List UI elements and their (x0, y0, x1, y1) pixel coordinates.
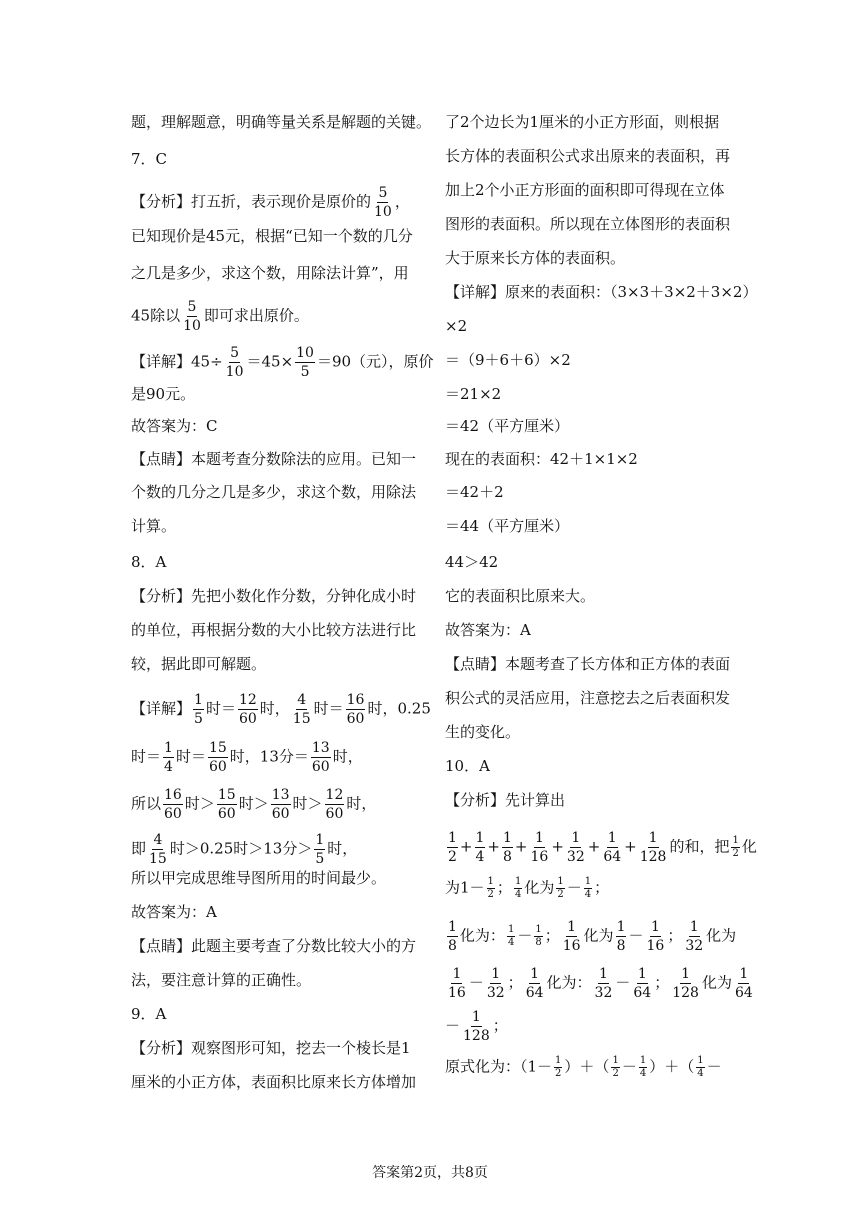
fraction: $\frac{1}{2}$ (555, 1055, 562, 1079)
fraction: $\frac{1}{4}$ (697, 1055, 704, 1079)
fraction: $\frac{16}{60}$ (164, 787, 182, 822)
fraction: $\frac{1}{5}$ (194, 692, 203, 727)
text-line: 原式化为：（1－ $\frac{1}{2}$ ）＋（ $\frac{1}{2}$ － $\frac{1}{4}$ ）＋（ $\frac{1}{4}$ － (445, 1055, 722, 1079)
text-line: $\frac{1}{2}$ + $\frac{1}{4}$ + $\frac{1}{8}$ + $\frac{1}{16}$ + $\frac{1}{32}$ + $\frac{1}{64}$ + $\frac{1}{128}$ 的和，把 $\frac{1}{2}$ 化 (448, 830, 757, 865)
fraction: $\frac{1}{32}$ (594, 966, 613, 1001)
text-line: ＝44（平方厘米） (445, 517, 570, 535)
text-line: 加上2个小正方形面的面积即可得现在立体 (445, 181, 725, 199)
text-line: 计算。 (131, 517, 177, 535)
fraction: $\frac{1}{2}$ (557, 876, 564, 900)
text-line: 【分析】先把小数化作分数，分钟化成小时 (131, 587, 417, 605)
text-line: 长方体的表面积公式求出原来的表面积，再 (445, 147, 731, 165)
fraction: $\frac{1}{16}$ (646, 919, 665, 954)
fraction: $\frac{4}{15}$ (292, 692, 311, 727)
fraction: $\frac{1}{4}$ (475, 830, 485, 865)
answer-line: 故答案为：A (131, 903, 217, 921)
text-line: 所以 $\frac{16}{60}$ 时＞ $\frac{15}{60}$ 时＞ $\frac{13}{60}$ 时＞ $\frac{12}{60}$ 时， (131, 787, 377, 822)
text-line: 45除以 $\frac{5}{10}$ 即可求出原价。 (131, 299, 309, 334)
text-line: ＝（9＋6＋6）×2 (445, 351, 571, 369)
fraction: $\frac{13}{60}$ (311, 740, 330, 775)
text-line: 大于原来长方体的表面积。 (445, 249, 626, 267)
text-line: 题，理解题意，明确等量关系是解题的关键。 (131, 113, 432, 131)
page-footer: 答案第2页，共8页 (372, 1165, 488, 1181)
text-line: 它的表面积比原来大。 (445, 587, 596, 605)
text-line: $\frac{1}{8}$ 化为： $\frac{1}{4}$ － $\frac{1}{8}$ ； $\frac{1}{16}$ 化为 $\frac{1}{8}$ － $\frac{1}{16}$ ； $\frac{1}{32}$ 化为 (448, 919, 737, 954)
text-line: 【详解】 $\frac{1}{5}$ 时＝ $\frac{12}{60}$ 时， $\frac{4}{15}$ 时＝ $\frac{16}{60}$ 时，0.25 (131, 692, 431, 727)
fraction: $\frac{5}{10}$ (183, 299, 201, 334)
text-line: 【分析】先计算出 (445, 791, 566, 809)
question-10-header: 10．A (445, 757, 490, 775)
text-line: 了2个边长为1厘米的小正方形面，则根据 (445, 113, 720, 131)
fraction: $\frac{1}{2}$ (448, 830, 457, 865)
text-line: 较，据此即可解题。 (131, 655, 267, 673)
text-line: 的单位，再根据分数的大小比较方法进行比 (131, 621, 417, 639)
fraction: $\frac{1}{16}$ (562, 919, 581, 954)
fraction: $\frac{1}{128}$ (672, 966, 699, 1001)
fraction: $\frac{1}{4}$ (639, 1055, 647, 1079)
text-line: 时＝ $\frac{1}{4}$ 时＝ $\frac{15}{60}$ 时，13分＝ $\frac{13}{60}$ 时， (131, 740, 363, 775)
text-line: 【分析】观察图形可知，挖去一个棱长是1 (131, 1039, 411, 1057)
text-line: 之几是多少，求这个数，用除法计算”，用 (131, 264, 409, 282)
text-line: 现在的表面积：42＋1×1×2 (445, 450, 638, 468)
fraction: $\frac{1}{8}$ (503, 830, 512, 865)
fraction: $\frac{12}{60}$ (325, 787, 344, 822)
fraction: $\frac{1}{5}$ (315, 832, 325, 867)
fraction: $\frac{1}{32}$ (685, 919, 704, 954)
fraction: $\frac{1}{4}$ (514, 876, 522, 900)
text-line: 44＞42 (445, 553, 499, 571)
fraction: $\frac{1}{128}$ (639, 830, 667, 865)
answer-line: 故答案为：C (131, 417, 218, 435)
fraction: $\frac{1}{32}$ (566, 830, 585, 865)
fraction: $\frac{10}{5}$ (296, 345, 314, 380)
text-line: 【详解】原来的表面积：（3×3＋3×2＋3×2） (445, 283, 758, 301)
text-line: 生的变化。 (445, 723, 521, 741)
fraction: $\frac{1}{2}$ (612, 1055, 619, 1079)
text-line: ＝42＋2 (445, 483, 504, 501)
fraction: $\frac{1}{128}$ (463, 1009, 490, 1044)
text-line: 即 $\frac{4}{15}$ 时＞0.25时＞13分＞ $\frac{1}{5}$ 时， (131, 832, 358, 867)
fraction: $\frac{1}{16}$ (530, 830, 549, 865)
text-line: ×2 (445, 317, 468, 335)
fraction: $\frac{1}{64}$ (603, 830, 622, 865)
fraction: $\frac{1}{2}$ (732, 835, 739, 859)
text-line: ＝21×2 (445, 385, 502, 403)
fraction: $\frac{1}{32}$ (486, 966, 505, 1001)
text-line: ＝42（平方厘米） (445, 417, 570, 435)
text-line: 【点睛】本题考查分数除法的应用。已知一 (131, 450, 417, 468)
text-line: 积公式的灵活应用，注意挖去之后表面积发 (445, 689, 731, 707)
text-line: 为1－ $\frac{1}{2}$ ； $\frac{1}{4}$ 化为 $\frac{1}{2}$ － $\frac{1}{4}$ ； (445, 876, 610, 900)
text-line: 【分析】打五折，表示现价是原价的 $\frac{5}{10}$ ， (131, 185, 410, 220)
fraction: $\frac{5}{10}$ (225, 345, 244, 380)
text-line: 【详解】45÷ $\frac{5}{10}$ ＝45× $\frac{10}{5}$ ＝90（元），原价 (131, 345, 434, 380)
question-8-header: 8．A (131, 553, 167, 571)
fraction: $\frac{4}{15}$ (149, 832, 167, 867)
fraction: $\frac{1}{8}$ (535, 924, 542, 948)
text-line: 所以甲完成思维导图所用的时间最少。 (131, 869, 387, 887)
text-line: $\frac{1}{16}$ － $\frac{1}{32}$ ； $\frac{1}{64}$ 化为： $\frac{1}{32}$ － $\frac{1}{64}$ ； $\frac{1}{128}$ 化为 $\frac{1}{64}$ (448, 966, 753, 1001)
text-line: 图形的表面积。所以现在立体图形的表面积 (445, 215, 731, 233)
question-7-header: 7．C (131, 150, 168, 168)
text-line: 法，要注意计算的正确性。 (131, 971, 312, 989)
question-9-header: 9．A (131, 1005, 167, 1023)
fraction: $\frac{13}{60}$ (271, 787, 290, 822)
text-line: 【点睛】本题考查了长方体和正方体的表面 (445, 655, 731, 673)
fraction: $\frac{1}{64}$ (633, 966, 652, 1001)
text-line: 个数的几分之几是多少，求这个数，用除法 (131, 483, 417, 501)
fraction: $\frac{5}{10}$ (374, 185, 392, 220)
fraction: $\frac{1}{4}$ (164, 740, 173, 775)
fraction: $\frac{15}{60}$ (208, 740, 227, 775)
fraction: $\frac{16}{60}$ (346, 692, 365, 727)
text-line: 是90元。 (131, 385, 196, 403)
fraction: $\frac{1}{8}$ (448, 919, 457, 954)
fraction: $\frac{1}{2}$ (487, 876, 494, 900)
fraction: $\frac{12}{60}$ (238, 692, 257, 727)
fraction: $\frac{1}{64}$ (734, 966, 753, 1001)
text-line: 已知现价是45元，根据“已知一个数的几分 (131, 227, 413, 245)
fraction: $\frac{1}{8}$ (616, 919, 626, 954)
text-line: 【点睛】此题主要考查了分数比较大小的方 (131, 937, 417, 955)
text-line: － $\frac{1}{128}$ ； (445, 1009, 508, 1044)
answer-line: 故答案为：A (445, 621, 531, 639)
fraction: $\frac{1}{4}$ (584, 876, 592, 900)
fraction: $\frac{1}{64}$ (525, 966, 544, 1001)
fraction: $\frac{15}{60}$ (217, 787, 236, 822)
text-line: 厘米的小正方体，表面积比原来长方体增加 (131, 1073, 417, 1091)
fraction: $\frac{1}{4}$ (507, 924, 515, 948)
fraction: $\frac{1}{16}$ (448, 966, 466, 1001)
